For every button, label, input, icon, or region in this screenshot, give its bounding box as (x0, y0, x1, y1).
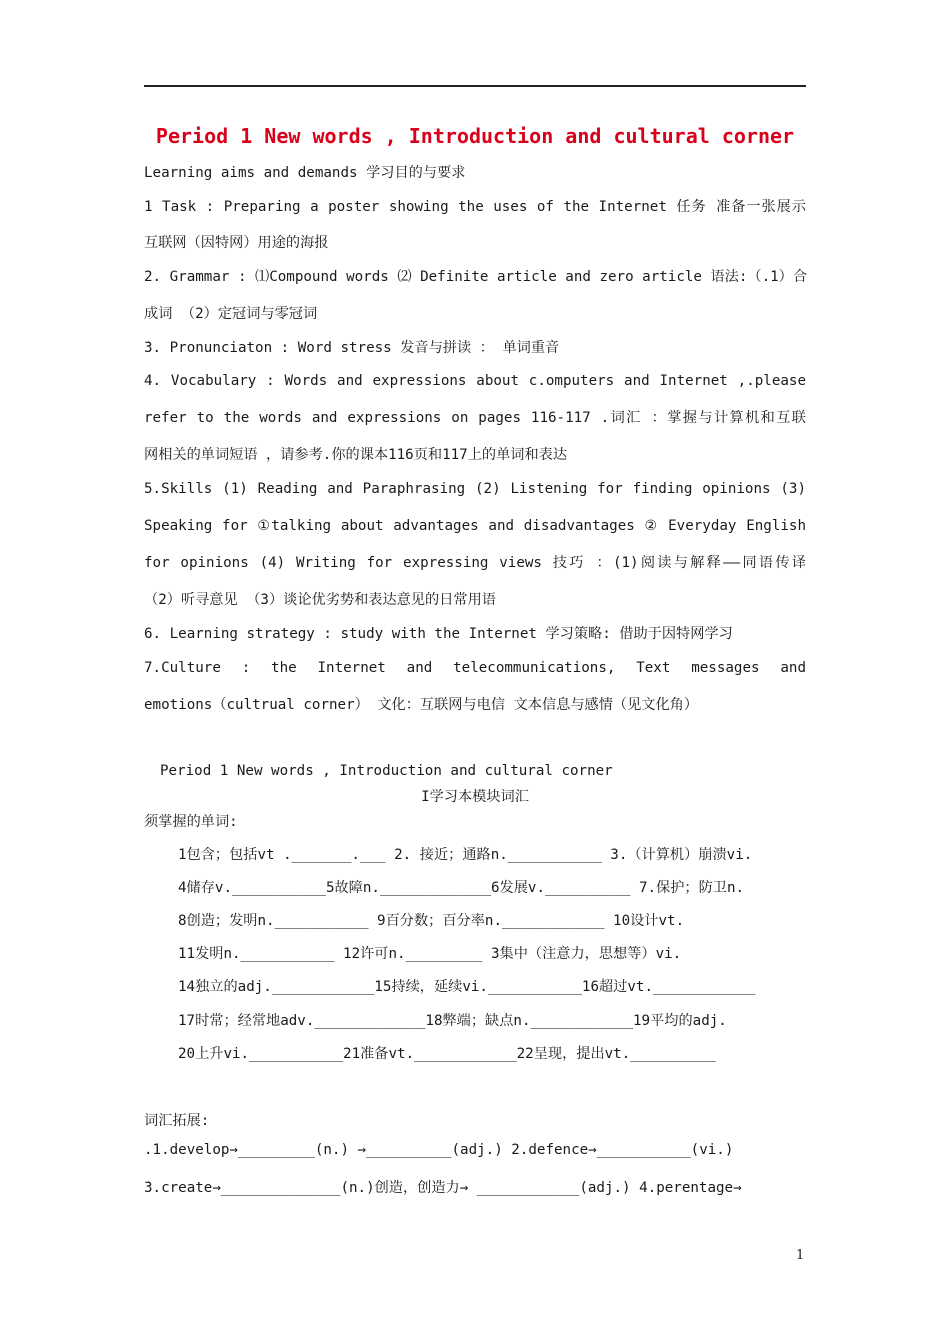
must-master-heading: 须掌握的单词: (144, 814, 238, 830)
section-part-heading: I学习本模块词汇 (421, 789, 529, 805)
aim-item-5c: for opinions (4) Writing for expressing views 技巧 ：(1)阅读与解释——同语传译 (144, 555, 806, 571)
vocab-line: 11发明n.___________ 12许可n._________ 3集中（注意力，思想等）vi. (178, 946, 682, 962)
page-number: 1 (796, 1248, 805, 1263)
vocab-line: 17时常；经常地adv._____________18弊端；缺点n.____________19平均的adj. (178, 1013, 727, 1029)
aim-item-1a: 1 Task : Preparing a poster showing the uses of the Internet 任务 准备一张展示 (144, 199, 806, 215)
vocab-line: 20上升vi.___________21准备vt.____________22呈现，提出vt.__________ (178, 1046, 716, 1062)
aims-heading: Learning aims and demands 学习目的与要求 (144, 165, 466, 181)
aim-item-5b: Speaking for ①talking about advantages and disadvantages ② Everyday English (144, 518, 806, 534)
header-rule (144, 85, 806, 87)
expansion-line-1: .1.develop→_________(n.) →__________(adj.) 2.defence→___________(vi.) (144, 1142, 734, 1158)
vocab-line: 1包含；包括vt ._______.___ 2. 接近；通路n.___________ 3.（计算机）崩溃vi. (178, 847, 753, 863)
aim-item-4b: refer to the words and expressions on pages 116-117 .词汇 ：掌握与计算机和互联 (144, 410, 806, 426)
aim-item-5d: （2）听寻意见 （3）谈论优劣势和表达意见的日常用语 (144, 592, 496, 608)
aim-item-7a: 7.Culture : the Internet and telecommunications, Text messages and (144, 660, 806, 676)
aim-item-4a: 4. Vocabulary : Words and expressions about c.omputers and Internet ,.please (144, 373, 806, 389)
vocab-line: 4储存v.___________5故障n._____________6发展v.__________ 7.保护；防卫n. (178, 880, 745, 896)
section-subtitle: Period 1 New words , Introduction and cultural corner (160, 763, 613, 779)
aim-item-7b: emotions（cultrual corner） 文化：互联网与电信 文本信息与感情（见文化角） (144, 697, 699, 713)
aim-item-5a: 5.Skills (1) Reading and Paraphrasing (2) Listening for finding opinions (3) (144, 481, 806, 497)
aim-item-6: 6. Learning strategy : study with the Internet 学习策略: 借助于因特网学习 (144, 626, 733, 642)
vocab-line: 8创造；发明n.___________ 9百分数；百分率n.____________ 10设计vt. (178, 913, 685, 929)
expansion-heading: 词汇拓展: (144, 1113, 210, 1129)
aim-item-3: 3. Pronunciaton : Word stress 发音与拼读 ： 单词重音 (144, 340, 560, 356)
expansion-line-2: 3.create→______________(n.)创造，创造力→ ____________(adj.) 4.perentage→ (144, 1180, 742, 1196)
page-title: Period 1 New words , Introduction and cultural corner (155, 124, 795, 148)
aim-item-1b: 互联网（因特网）用途的海报 (144, 235, 329, 251)
vocab-line: 14独立的adj.____________15持续，延续vi.___________16超过vt.____________ (178, 979, 756, 995)
aim-item-4c: 网相关的单词短语 ，请参考.你的课本116页和117上的单词和表达 (144, 447, 568, 463)
aim-item-2a: 2. Grammar : ⑴Compound words ⑵ Definite article and zero article 语法:（.1）合 (144, 269, 808, 285)
aim-item-2b: 成词 （2）定冠词与零冠词 (144, 306, 318, 322)
